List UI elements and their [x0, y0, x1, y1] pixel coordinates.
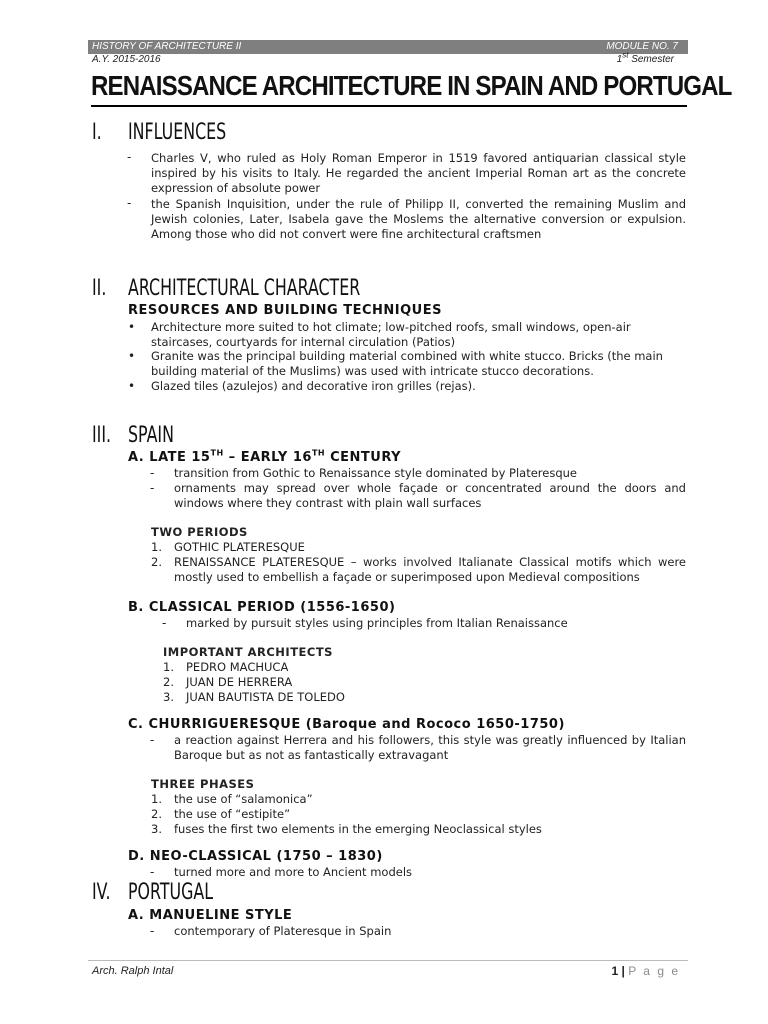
- page-title: RENAISSANCE ARCHITECTURE IN SPAIN AND PORTUGAL: [91, 70, 732, 101]
- academic-year: A.Y. 2015-2016: [92, 54, 161, 65]
- section-character-heading: II. ARCHITECTURAL CHARACTER: [92, 276, 361, 301]
- page-number: 1 | P a g e: [611, 964, 680, 978]
- footer-rule: [88, 960, 688, 961]
- section-spain-heading: III. SPAIN: [92, 423, 174, 448]
- course-title: HISTORY OF ARCHITECTURE II: [92, 41, 242, 52]
- list-number: 2.: [151, 555, 162, 569]
- list-number: 2.: [163, 675, 174, 689]
- dash-marker: -: [150, 733, 155, 747]
- character-item: Glazed tiles (azulejos) and decorative iron grilles (rejas).: [151, 379, 476, 393]
- dash-marker: -: [150, 481, 155, 495]
- semester: 1st Semester: [616, 50, 674, 65]
- dash-marker: -: [150, 466, 155, 480]
- three-phases-heading: THREE PHASES: [151, 777, 255, 791]
- influence-item: the Spanish Inquisition, under the rule of Philipp II, converted the remaining Muslim and Jewish colonies, Later, Isabela gave the Moslems the alternative conversion or expulsion. Among those who did not convert were fine architectural craftsmen: [151, 197, 686, 241]
- list-number: 3.: [163, 690, 174, 704]
- architect-item: PEDRO MACHUCA: [186, 660, 289, 674]
- period-item: RENAISSANCE PLATERESQUE – works involved Italianate Classical motifs which were mostly used to embellish a façade or superimposed upon Medieval compositions: [174, 555, 686, 584]
- character-item: Granite was the principal building material combined with white stucco. Bricks (the main building material of the Muslims) was used with intricate stucco decorations.: [151, 349, 663, 378]
- list-number: 1.: [151, 540, 162, 554]
- bullet-marker: •: [128, 379, 136, 393]
- neo-classical-heading: D. NEO-CLASSICAL (1750 – 1830): [128, 849, 383, 864]
- architect-item: JUAN BAUTISTA DE TOLEDO: [186, 690, 345, 704]
- character-item: Architecture more suited to hot climate; low-pitched roofs, small windows, open-air staircases, courtyards for internal circulation (Patios): [151, 320, 631, 349]
- neo-classical-item: turned more and more to Ancient models: [174, 865, 413, 879]
- dash-marker: -: [127, 150, 132, 164]
- late-15th-item: ornaments may spread over whole façade or concentrated around the doors and windows where they contrast with plain wall surfaces: [174, 481, 686, 510]
- resources-subheading: RESOURCES AND BUILDING TECHNIQUES: [128, 303, 442, 318]
- title-rule: [91, 105, 687, 107]
- dash-marker: -: [150, 924, 155, 938]
- classical-period-heading: B. CLASSICAL PERIOD (1556-1650): [128, 600, 396, 615]
- list-number: 1.: [151, 792, 162, 806]
- late-15th-heading: A. LATE 15TH – EARLY 16TH CENTURY: [128, 448, 402, 465]
- bullet-marker: •: [128, 320, 136, 334]
- dash-marker: -: [127, 196, 132, 210]
- churrigueresque-heading: C. CHURRIGUERESQUE (Baroque and Rococo 1650-1750): [128, 717, 565, 732]
- phase-item: fuses the first two elements in the emerging Neoclassical styles: [174, 822, 542, 836]
- architect-item: JUAN DE HERRERA: [186, 675, 293, 689]
- dash-marker: -: [162, 616, 167, 630]
- footer-author: Arch. Ralph Intal: [92, 965, 174, 977]
- manueline-item: contemporary of Plateresque in Spain: [174, 924, 392, 938]
- list-number: 3.: [151, 822, 162, 836]
- important-architects-heading: IMPORTANT ARCHITECTS: [163, 645, 333, 659]
- churrigueresque-item: a reaction against Herrera and his followers, this style was greatly influenced by Italian Baroque but as not as fantastically extravagant: [174, 733, 686, 762]
- list-number: 1.: [163, 660, 174, 674]
- two-periods-heading: TWO PERIODS: [151, 525, 248, 539]
- manueline-heading: A. MANUELINE STYLE: [128, 908, 293, 923]
- period-item: GOTHIC PLATERESQUE: [174, 540, 305, 554]
- dash-marker: -: [150, 865, 155, 879]
- late-15th-item: transition from Gothic to Renaissance style dominated by Plateresque: [174, 466, 577, 480]
- influence-item: Charles V, who ruled as Holy Roman Emperor in 1519 favored antiquarian classical style inspired by his visits to Italy. He regarded the ancient Imperial Roman art as the concrete expression of absolute power: [151, 151, 686, 195]
- bullet-marker: •: [128, 349, 136, 363]
- phase-item: the use of “salamonica”: [174, 792, 313, 806]
- header-bar: [88, 40, 688, 54]
- module-number: MODULE NO. 7: [606, 41, 678, 52]
- section-portugal-heading: IV. PORTUGAL: [92, 880, 214, 905]
- phase-item: the use of “estipite”: [174, 807, 291, 821]
- list-number: 2.: [151, 807, 162, 821]
- classical-item: marked by pursuit styles using principles from Italian Renaissance: [186, 616, 568, 630]
- section-influences-heading: I. INFLUENCES: [92, 120, 227, 145]
